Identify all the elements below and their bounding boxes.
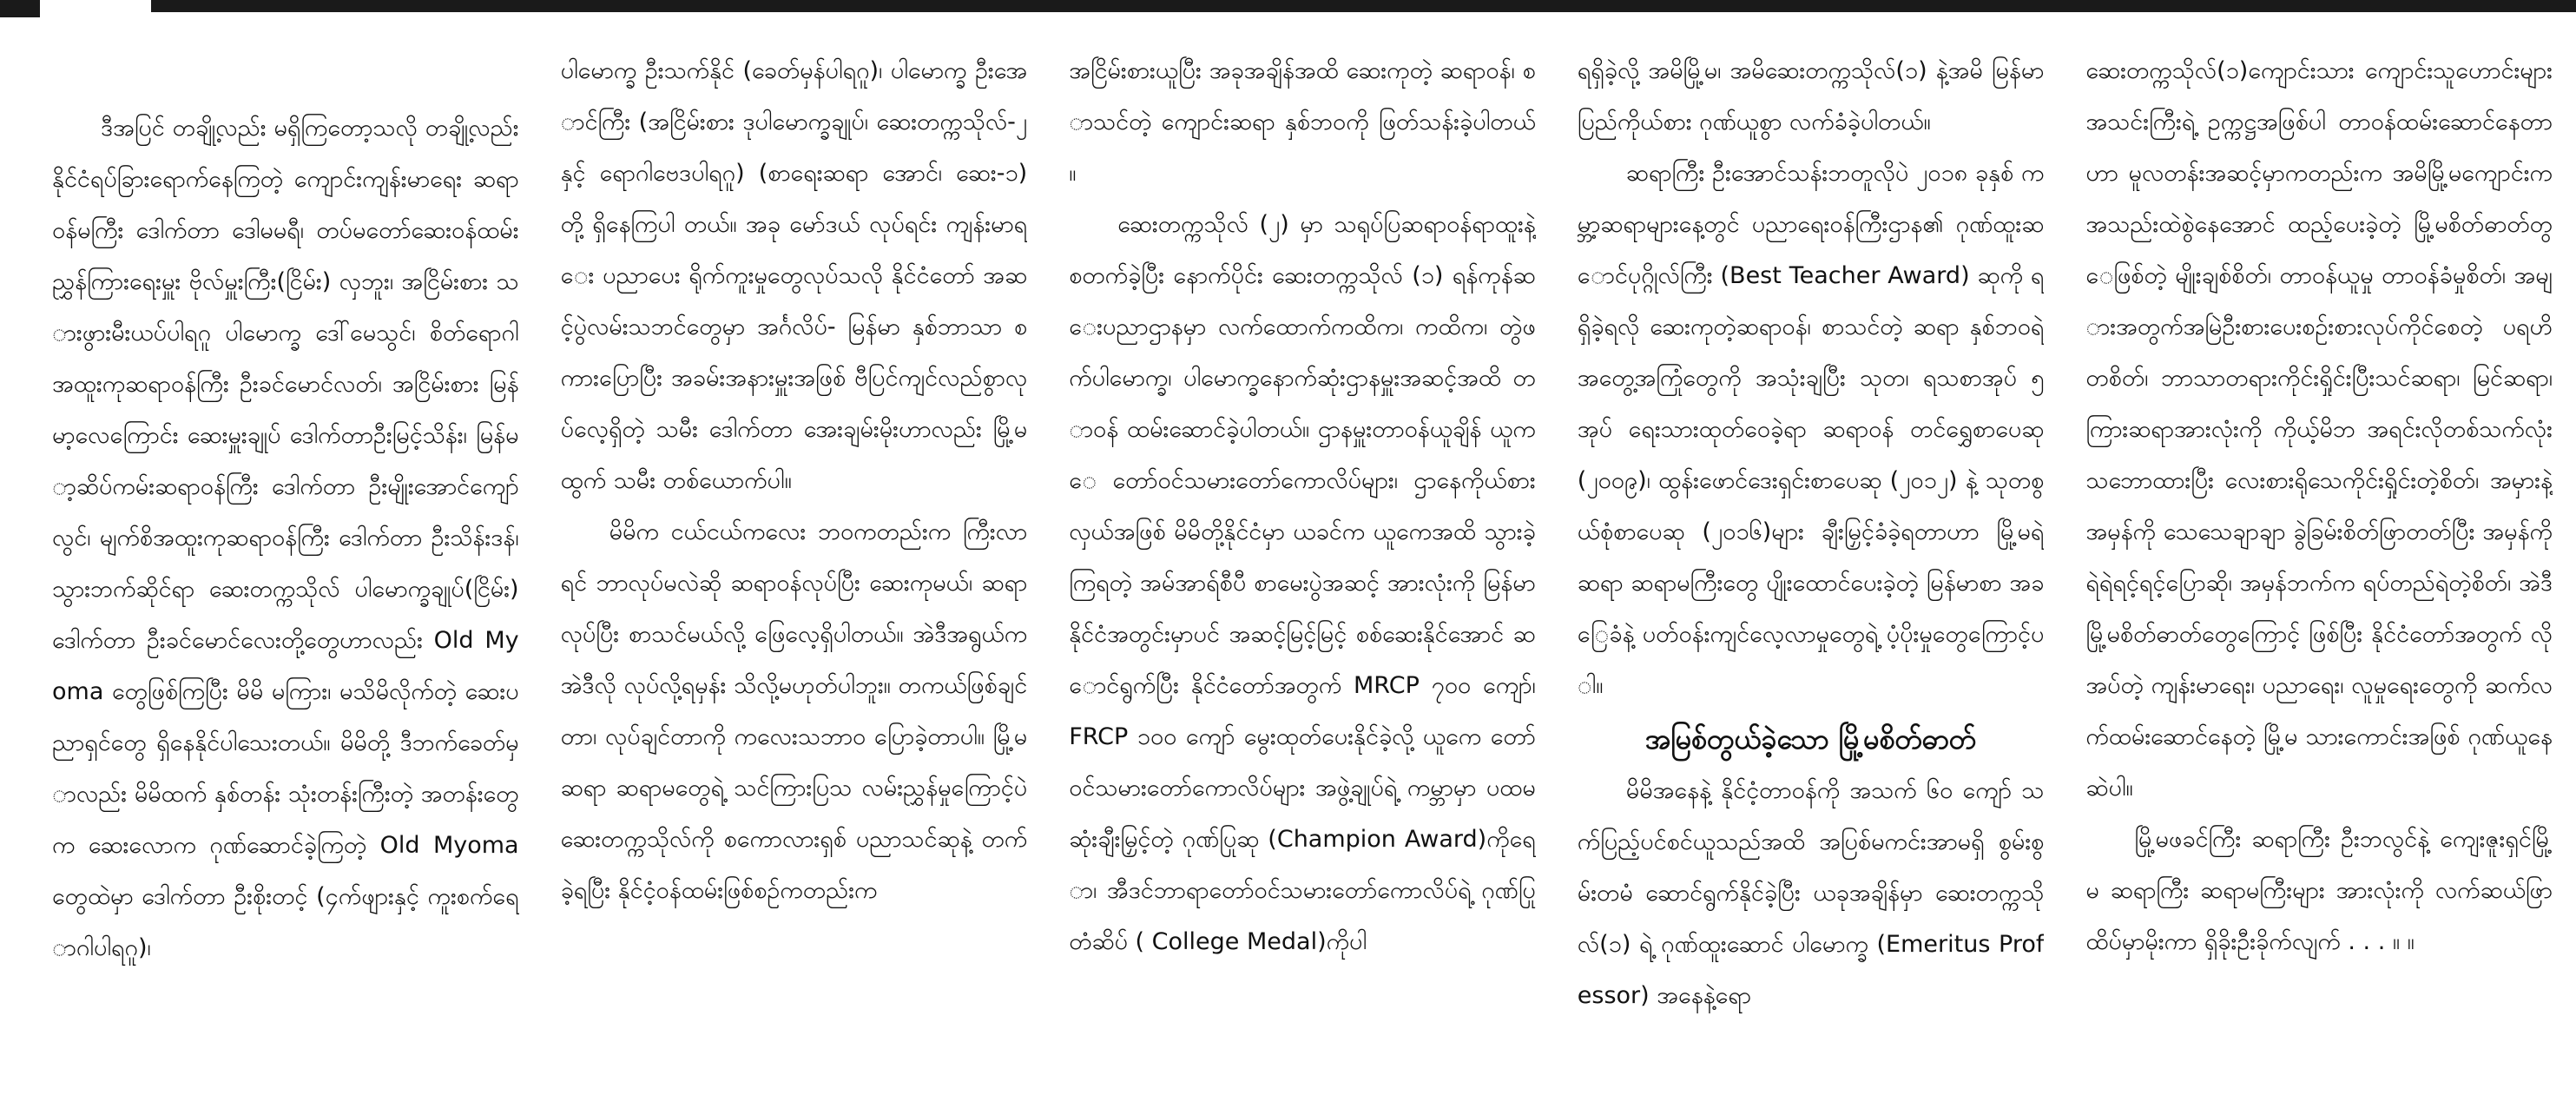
paragraph: အငြိမ်းစားယူပြီး အခုအချိန်အထိ ဆေးကုတဲ့ ဆရာဝန်၊ စာသင်တဲ့ ကျောင်းဆရာ နှစ်ဘဝကို ဖြတ်သန်းခဲ့ပါတယ်။ [1069, 57, 1536, 187]
top-left-corner-block [0, 0, 40, 17]
article-column-1 [52, 45, 519, 1100]
paragraph: ဆရာကြီး ဦးအောင်သန်းဘတူလိုပဲ ၂၀၁၈ ခုနှစ် ကမ္ဘာ့ဆရာများနေ့တွင် ပညာရေးဝန်ကြီးဌာန၏ ဂုဏ်ထူးဆောင်ပုဂ္ဂိုလ်ကြီး (Best Teacher Award) ဆုကို ရရှိခဲ့ရလို ဆေးကုတဲ့ဆရာဝန်၊ စာသင်တဲ့ ဆရာ နှစ်ဘဝရဲ့ အတွေ့အကြုံတွေကို အသုံးချပြီး သုတ၊ ရသစာအုပ် ၅ အုပ် ရေးသားထုတ်ဝေခဲ့ရာ ဆရာဝန် တင်ရွှေစာပေဆု (၂၀၀၉)၊ ထွန်းဖောင်ဒေးရှင်းစာပေဆု (၂၀၁၂) နဲ့ သုတစွယ်စုံစာပေဆု (၂၀၁၆)များ ချီးမြှင့်ခံခဲ့ရတာဟာ မြို့မရဲ့ ဆရာ ဆရာမကြီးတွေ ပျိုးထောင်ပေးခဲ့တဲ့ မြန်မာစာ အခြေခံနဲ့ ပတ်ဝန်းကျင်လေ့လာမှုတွေရဲ့ ပံ့ပိုးမှုတွေကြောင့်ပါ။ [1577, 160, 2045, 699]
article-column-5 [2085, 45, 2553, 1100]
article-column-4 [1578, 45, 2045, 1100]
article-column-3 [1069, 45, 1536, 1100]
article-column-2 [561, 45, 1028, 1100]
paragraph: ဆေးတက္ကသိုလ် (၂) မှာ သရုပ်ပြဆရာဝန်ရာထူးနဲ့စတက်ခဲ့ပြီး နောက်ပိုင်း ဆေးတက္ကသိုလ် (၁) ရန်ကုန်ဆေးပညာဌာနမှာ လက်ထောက်ကထိက၊ ကထိက၊ တွဲဖက်ပါမောက္ခ၊ ပါမောက္ခနောက်ဆုံးဌာနမှူးအဆင့်အထိ တာဝန် ထမ်းဆောင်ခဲ့ပါတယ်။ ဌာနမှူးတာဝန်ယူချိန် ယူကေ တော်ဝင်သမားတော်ကောလိပ်များ၊ ဌာနေကိုယ်စားလှယ်အဖြစ် မိမိတို့နိုင်ငံမှာ ယခင်က ယူကေအထိ သွားခဲ့ကြရတဲ့ အမ်အာရ်စီပီ စာမေးပွဲအဆင့် အားလုံးကို မြန်မာနိုင်ငံအတွင်းမှာပင် အဆင့်မြင့်မြင့် စစ်ဆေးနိုင်အောင် ဆောင်ရွက်ပြီး နိုင်ငံတော်အတွက် MRCP ၇၀၀ ကျော်၊ FRCP ၁၀၀ ကျော် မွေးထုတ်ပေးနိုင်ခဲ့လို့ ယူကေ တော်ဝင်သမားတော်ကောလိပ်များ အဖွဲ့ချုပ်ရဲ့ ကမ္ဘာမှာ ပထမဆုံးချီးမြှင့်တဲ့ ဂုဏ်ပြုဆု (Champion Award)ကိုရော၊ အီဒင်ဘာရာတော်ဝင်သမားတော်ကောလိပ်ရဲ့ ဂုဏ်ပြုတံဆိပ် ( College Medal)ကိုပါ [1069, 211, 1536, 955]
article-columns [52, 45, 2553, 1100]
paragraph: ဒီအပြင် တချို့လည်း မရှိကြတော့သလို တချို့လည်း နိုင်ငံရပ်ခြားရောက်နေကြတဲ့ ကျောင်းကျန်းမာရေး ဆရာဝန်မကြီး ဒေါက်တာ ဒေါမမရီ၊ တပ်မတော်ဆေးဝန်ထမ်းညွှန်ကြားရေးမှူး ဗိုလ်မှူးကြီး(ငြိမ်း) လှဘူး၊ အငြိမ်းစား သားဖွားမီးယပ်ပါရဂူ ပါမောက္ခ ဒေါ်မေသွင်၊ စိတ်ရောဂါအထူးကုဆရာဝန်ကြီး ဦးခင်မောင်လတ်၊ အငြိမ်းစား မြန်မာ့လေကြောင်း ဆေးမှူးချုပ် ဒေါက်တာဦးမြင့်သိန်း၊ မြန်မာ့ဆိပ်ကမ်းဆရာဝန်ကြီး ဒေါက်တာ ဦးမျိုးအောင်ကျော်လွင်၊ မျက်စိအထူးကုဆရာဝန်ကြီး ဒေါက်တာ ဦးသိန်းဒန်၊ သွားဘက်ဆိုင်ရာ ဆေးတက္ကသိုလ် ပါမောက္ခချုပ်(ငြိမ်း) ဒေါက်တာ ဦးခင်မောင်လေးတို့တွေဟာလည်း Old Myoma တွေဖြစ်ကြပြီး မိမိ မကြား၊ မသိမိလိုက်တဲ့ ဆေးပညာရှင်တွေ ရှိနေနိုင်ပါသေးတယ်။ မိမိတို့ ဒီဘက်ခေတ်မှာလည်း မိမိထက် နှစ်တန်း သုံးတန်းကြီးတဲ့ အတန်းတွေက ဆေးလောက ဂုဏ်ဆောင်ခဲ့ကြတဲ့ Old Myoma တွေထဲမှာ ဒေါက်တာ ဦးစိုးတင့် (၄က်ဖျားနှင့် ကူးစက်ရောဂါပါရဂူ)၊ [52, 115, 519, 961]
paragraph: မြို့မဖခင်ကြီး ဆရာကြီး ဦးဘလွင်နဲ့ ကျေးဇူးရှင်မြို့မ ဆရာကြီး ဆရာမကြီးများ အားလုံးကို လက်ဆယ်ဖြာ ထိပ်မှာမိုးကာ ရှိခိုးဦးခိုက်လျက် . . . ။ ။ [2085, 826, 2553, 955]
top-border-rule [151, 0, 2576, 12]
paragraph: ဆေးတက္ကသိုလ်(၁)ကျောင်းသား ကျောင်းသူဟောင်းများအသင်းကြီးရဲ့ ဥက္ကဋ္ဌအဖြစ်ပါ တာဝန်ထမ်းဆောင်နေတာဟာ မူလတန်းအဆင့်မှာကတည်းက အမိမြို့မကျောင်းက အသည်းထဲစွဲနေအောင် ထည့်ပေးခဲ့တဲ့ မြို့မစိတ်ဓာတ်တွေဖြစ်တဲ့ မျိုးချစ်စိတ်၊ တာဝန်ယူမှု တာဝန်ခံမှုစိတ်၊ အများအတွက်အမြဲဦးစားပေးစဉ်းစားလုပ်ကိုင်စေတဲ့ ပရဟိတစိတ်၊ ဘာသာတရားကိုင်းရှိုင်းပြီးသင်ဆရာ၊ မြင်ဆရာ၊ ကြားဆရာအားလုံးကို ကိုယ့်မိဘ အရင်းလိုတစ်သက်လုံး သဘောထားပြီး လေးစားရိုသေကိုင်းရှိုင်းတဲ့စိတ်၊ အမှားနဲ့ အမှန်ကို သေသေချာချာ ခွဲခြမ်းစိတ်ဖြာတတ်ပြီး အမှန်ကို ရဲရဲရင့်ရင့်ပြောဆို၊ အမှန်ဘက်က ရပ်တည်ရဲတဲ့စိတ်၊ အဲဒီ မြို့မစိတ်ဓာတ်တွေကြောင့် ဖြစ်ပြီး နိုင်ငံတော်အတွက် လိုအပ်တဲ့ ကျန်းမာရေး၊ ပညာရေး၊ လူမှုရေးတွေကို ဆက်လက်ထမ်းဆောင်နေတဲ့ မြို့မ သားကောင်းအဖြစ် ဂုဏ်ယူနေဆဲပါ။ [2085, 57, 2553, 802]
paragraph: မိမိက ငယ်ငယ်ကလေး ဘဝကတည်းက ကြီးလာရင် ဘာလုပ်မလဲဆို ဆရာဝန်လုပ်ပြီး ဆေးကုမယ်၊ ဆရာလုပ်ပြီး စာသင်မယ်လို့ ဖြေလေ့ရှိပါတယ်။ အဲဒီအရွယ်က အဲဒီလို လုပ်လို့ရမှန်း သိလို့မဟုတ်ပါဘူး။ တကယ်ဖြစ်ချင်တာ၊ လုပ်ချင်တာကို ကလေးသဘာဝ ပြောခဲ့တာပါ။ မြို့မ ဆရာ ဆရာမတွေရဲ့ သင်ကြားပြသ လမ်းညွှန်မှုကြောင့်ပဲ ဆေးတက္ကသိုလ်ကို စကောလားရှစ် ပညာသင်ဆုနဲ့ တက်ခဲ့ရပြီး နိုင်ငံ့ဝန်ထမ်းဖြစ်စဉ်ကတည်းက [560, 518, 1028, 904]
paragraph: ရရှိခဲ့လို့ အမိမြို့မ၊ အမိဆေးတက္ကသိုလ်(၁) နဲ့အမိ မြန်မာ ပြည်ကိုယ်စား ဂုဏ်ယူစွာ လက်ခံခဲ့ပါတယ်။ [1577, 57, 2045, 135]
paragraph: မိမိအနေနဲ့ နိုင်ငံ့တာဝန်ကို အသက် ၆၀ ကျော် သက်ပြည့်ပင်စင်ယူသည်အထိ အပြစ်မကင်းအာမရှိ စွမ်းစွမ်းတမံ ဆောင်ရွက်နိုင်ခဲ့ပြီး ယခုအချိန်မှာ ဆေးတက္ကသိုလ်(၁) ရဲ့ ဂုဏ်ထူးဆောင် ပါမောက္ခ (Emeritus Professor) အနေနဲ့ရော [1577, 777, 2045, 1009]
section-heading: အမြစ်တွယ်ခဲ့သော မြို့မစိတ်ဓာတ် [1645, 722, 1977, 755]
paragraph: ပါမောက္ခ ဦးသက်နိုင် (ခေတ်မှန်ပါရဂူ)၊ ပါမောက္ခ ဦးအောင်ကြီး (အငြိမ်းစား ဒုပါမောက္ခချုပ်၊ ဆေးတက္ကသိုလ်-၂ နှင့် ရောဂါဗေဒပါရဂူ) (စာရေးဆရာ အောင်၊ ဆေး-၁) တို့ ရှိနေကြပါ တယ်။ အခု မော်ဒယ် လုပ်ရင်း ကျန်းမာရေး ပညာပေး ရိုက်ကူးမှုတွေလုပ်သလို နိုင်ငံတော် အဆင့်ပွဲလမ်းသဘင်တွေမှာ အင်္ဂလိပ်- မြန်မာ နှစ်ဘာသာ စကားပြောပြီး အခမ်းအနားမှူးအဖြစ် ဗီပြင်ကျင်လည်စွာလုပ်လေ့ရှိတဲ့ သမီး ဒေါက်တာ အေးချမ်းမိုးဟာလည်း မြို့မထွက် သမီး တစ်ယောက်ပါ။ [560, 57, 1028, 494]
